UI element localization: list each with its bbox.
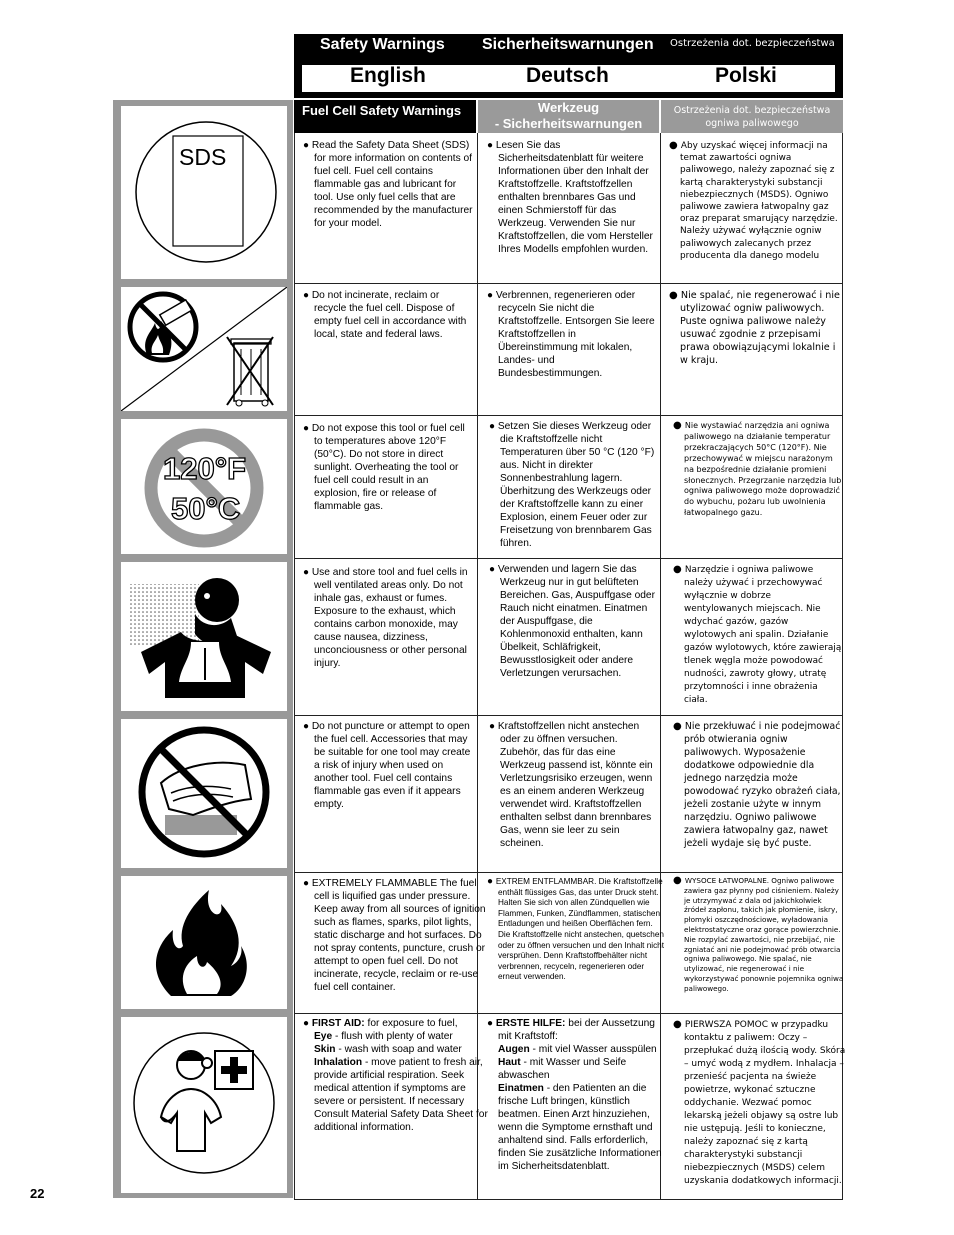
fumes-inhalation-icon — [121, 562, 287, 711]
row2-de: ● Verbrennen, regenerieren oder recyceln Sie nicht die Kraftstoffzelle. Entsorgen Sie leere Kraftstoffzellen in Übereinstimmung mit lokalen, Landes- und Bundesbestimmungen. — [487, 290, 655, 379]
row7-pl: ● PIERWSZA POMOC w przypadku kontaktu z paliwem: Oczy – przepłukać dużą ilością wody. Skóra – umyć wodą z mydłem. Inhalacja – przenieść pacjenta na świeże powietrze, wykonać sztuczne oddychanie. Wezwać pomoc lekarską jeżeli objawy są ostre lub nie ustępują. Jeśli to konieczne, należy zapoznać się z kartą charakterystyki substancji niebezpiecznych (MSDS) celem uzyskania dodatkowych informacji. — [673, 1019, 846, 1186]
row2-en: ● Do not incinerate, reclaim or recycle the fuel cell. Dispose of empty fuel cell in accordance with local, state and federal laws. — [303, 290, 467, 340]
svg-text:120°F: 120°F — [163, 451, 247, 486]
safety-warnings-title-de: Sicherheitswarnungen — [482, 36, 654, 53]
row6-de: ● EXTREM ENTFLAMMBAR. Die Kraftstoffzelle enthält flüssiges Gas, das unter Druck steht. Halten Sie sich von allen Zündquellen wie Flammen, Funken, Zündflammen, statischen Entladungen und heißen Oberflächen fern. Die Kraftstoffzelle nicht anstechen, quetschen oder zu öffnen versuchen und den Inhalt nicht versprühen. Denn Kraftstoffbehälter nicht verbrennen, recyceln, regenerieren oder erneut verwenden. — [487, 876, 664, 982]
first-aid-icon — [121, 1017, 287, 1193]
no-puncture-icon — [121, 719, 287, 868]
row4-de: ● Verwenden und lagern Sie das Werkzeug nur in gut belüfteten Bereichen. Gas, Auspuffgase oder Rauch nicht einatmen. Einatmen der Auspuffgase, die Kohlenmonoxid enthalten, kann Übelkeit, Schläfrigkeit, Bewusstlosigkeit oder andere Verletzungen verursachen. — [489, 564, 655, 679]
row5-en: ● Do not puncture or attempt to open the fuel cell. Accessories that may be suitable for one tool may create a risk of injury when used on another tool. Fuel cell contains flammable gas even if it appears empty. — [303, 721, 471, 810]
row2-pl: ● Nie spalać, nie regenerować i nie utylizować ogniw paliwowych. Puste ogniwa paliwowe należy usuwać zgodnie z przepisami prawa obowiązującymi lokalnie i w kraju. — [669, 290, 840, 366]
lang-english: English — [350, 64, 426, 87]
subheader-pl: Ostrzeżenia dot. bezpieczeństwa ogniwa paliwowego — [661, 100, 843, 133]
subheader-en: Fuel Cell Safety Warnings — [294, 100, 476, 133]
row3-en: ● Do not expose this tool or fuel cell to temperatures above 120°F (50°C). Do not store in direct sunlight. Overheating the tool or fuel cell could result in an explosion, fire or release of flammable gas. — [303, 423, 465, 512]
row7-de: ● ERSTE HILFE: bei der Aussetzung mit Kraftstoff: Augen - mit viel Wasser ausspülen Haut - mit Wasser und Seife abwaschen Einatmen - den Patienten an die frische Luft bringen, künstlich beatmen. Einen Arzt hinzuziehen, wenn die Symptome ernsthaft und anhaltend sind. Falls erforderlich, finden Sie zusätzliche Informationen im Sicherheitsdatenblatt. — [487, 1018, 662, 1172]
no-incinerate-recycle-icon — [121, 287, 287, 411]
row1-en: ● Read the Safety Data Sheet (SDS) for more information on contents of fuel cell. Fuel cell contains flammable gas and lubricant for tool. Use only fuel cells that are recommended by the manufacturer for your model. — [303, 140, 473, 229]
sds-document-icon — [121, 106, 287, 279]
row4-pl: ● Narzędzie i ogniwa paliwowe należy używać i przechowywać wyłącznie w dobrze wentylowanych miejscach. Nie wdychać gazów, gazów wylotowych ani spalin. Działanie gazów wylotowych, które zawierają tlenek węgla może powodować nudności, zawroty głowy, utratę przytomności i inne obrażenia ciała. — [673, 564, 842, 705]
row4-en: ● Use and store tool and fuel cells in well ventilated areas only. Do not inhale gas, exhaust or fumes. Exposure to the exhaust, which contains carbon monoxide, may cause nausea, dizziness, unconciousness or other personal injury. — [303, 567, 468, 669]
no-heat-temperature-icon — [121, 419, 287, 554]
svg-text:SDS: SDS — [179, 144, 227, 170]
row6-pl: ● WYSOCE ŁATWOPALNE. Ogniwo paliwowe zawiera gaz płynny pod ciśnieniem. Należy je utrzymywać z dala od jakichkolwiek źródeł zapłonu, takich jak płomienie, iskry, płomyki oszczędnościowe, wyładowania elektrostatyczne oraz gorące powierzchnie. Nie rozpylać zawartości, nie przebijać, nie zgniatać ani nie podejmować prób otwarcia ogniwa paliwowego. Nie spalać, nie utylizować, nie regenerować i nie wykorzystywać ponownie pojemnika ogniwa paliwowego. — [673, 875, 844, 993]
row7-en: ● FIRST AID: for exposure to fuel, Eye - flush with plenty of water Skin - wash with soap and water Inhalation - move patient to fresh air, provide artificial respiration. Seek medical attention if symptoms are severe or persistent. If necessary Consult Material Safety Data Sheet for additional information. — [303, 1018, 488, 1133]
lang-deutsch: Deutsch — [526, 64, 609, 87]
flammable-flame-icon — [121, 876, 287, 1009]
language-header — [294, 34, 843, 98]
page-number: 22 — [30, 1186, 45, 1201]
row6-en: ● EXTREMELY FLAMMABLE The fuel cell is liquified gas under pressure. Keep away from all sources of ignition such as flames, sparks, pilot lights, static discharge and hot surfaces. Do not spray contents, puncture, crush or attempt to open fuel cell. Do not incinerate, recycle, reclaim or re-use fuel cell container. — [303, 878, 486, 993]
subheader-de: Werkzeug - Sicherheitswarnungen — [478, 100, 659, 133]
row3-pl: ● Nie wystawiać narzędzia ani ogniwa paliwowego na działanie temperatur przekraczających 50°C (120°F). Nie przechowywać w miejscu narażonym na bezpośrednie działanie promieni słonecznych. Przegrzanie narzędzia lub ogniwa paliwowego może doprowadzić do wybuchu, pożaru lub uwolnienia łatwopalnego gazu. — [673, 420, 842, 518]
safety-warnings-title-pl: Ostrzeżenia dot. bezpieczeństwa — [670, 38, 835, 49]
row3-de: ● Setzen Sie dieses Werkzeug oder die Kraftstoffzelle nicht Temperaturen über 50 °C (120 °F) aus. Nicht in direkter Sonnenbestrahlung lagern. Überhitzung des Werkzeugs oder der Kraftstoffzelle kann zu einer Explosion, einem Feuer oder zur Freisetzung von brennbarem Gas führen. — [489, 421, 655, 549]
row1-pl: ● Aby uzyskać więcej informacji na temat zawartości ogniwa paliwowego, należy zapoznać się z kartą charakterystyki substancji niebezpiecznych (MSDS). Ogniwo paliwowe zawiera łatwopalny gaz oraz preparat smarujący narzędzie. Należy używać wyłącznie ogniw paliwowych zalecanych przez producenta dla danego modelu — [669, 140, 838, 261]
row1-de: ● Lesen Sie das Sicherheitsdatenblatt für weitere Informationen über den Inhalt der Kraftstoffzelle. Kraftstoffzellen enthalten brennbares Gas und einen Schmierstoff für das Werkzeug. Verwenden Sie nur Kraftstoffzellen, die vom Hersteller Ihres Modells empfohlen wurden. — [487, 140, 653, 255]
row5-de: ● Kraftstoffzellen nicht anstechen oder zu öffnen versuchen. Zubehör, das für das eine Werkzeug passend ist, könnte ein Verletzungsrisiko erzeugen, wenn es an einem anderen Werkzeug verwendet wird. Kraftstoffzellen enthalten selbst dann brennbares Gas, wenn sie leer zu sein scheinen. — [489, 721, 653, 849]
row5-pl: ● Nie przekłuwać i nie podejmować prób otwierania ogniw paliwowych. Wyposażenie dodatkowe odpowiednie dla jednego narzędzia może powodować ryzyko obrażeń ciała, jeżeli zostanie użyte w innym narzędziu. Ogniwo paliwowe zawiera łatwopalny gaz, nawet jeżeli wydaje się być puste. — [673, 721, 841, 849]
safety-warnings-title-en: Safety Warnings — [320, 36, 445, 53]
svg-text:50°C: 50°C — [171, 491, 241, 526]
lang-polski: Polski — [715, 64, 777, 87]
